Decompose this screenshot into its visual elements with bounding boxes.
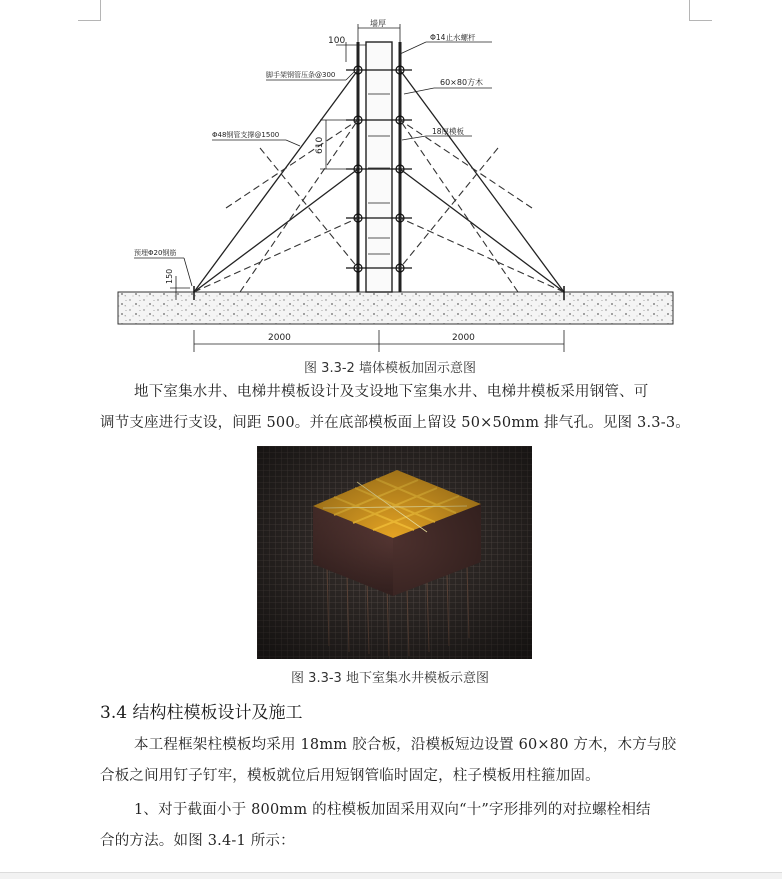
bolt-label: Φ14止水螺杆 (430, 33, 476, 42)
paragraph-2-line-2: 合板之间用钉子钉牢，模板就位后用短钢管临时固定，柱子模板用柱箍加固。 (100, 768, 600, 784)
span-left-label: 2000 (268, 333, 291, 343)
wall-formwork-diagram (100, 18, 690, 356)
dim-150-label: 150 (165, 268, 174, 284)
paragraph-1-line-2: 调节支座进行支设，间距 500。并在底部模板面上留设 50×50mm 排气孔。见图 3.3-3。 (100, 415, 690, 431)
pressure-pipe-label: 脚手架钢管压条@300 (266, 71, 336, 79)
anchor-label: 预埋Φ20钢筋 (134, 249, 177, 257)
page-corner-mark-right (689, 0, 712, 21)
brace-label: Φ48钢管支撑@1500 (212, 131, 280, 139)
figure-caption-3-3-2: 图 3.3-2 墙体模板加固示意图 (304, 361, 476, 376)
figure-caption-3-3-3: 图 3.3-3 地下室集水井模板示意图 (291, 671, 489, 686)
paragraph-3-line-1: 1、对于截面小于 800mm 的柱模板加固采用双向“十”字形排列的对拉螺栓相结 (134, 802, 651, 818)
timber-label: 60×80方木 (440, 78, 484, 87)
paragraph-2-line-1: 本工程框架柱模板均采用 18mm 胶合板，沿模板短边设置 60×80 方木，木方与胶 (134, 737, 677, 753)
wall-thickness-label: 墙厚 (370, 19, 386, 28)
paragraph-3-line-2: 合的方法。如图 3.4-1 所示： (100, 833, 295, 849)
sump-pit-formwork-render (257, 446, 532, 659)
plywood-label: 18厚模板 (432, 127, 465, 136)
span-right-label: 2000 (452, 333, 475, 343)
dim-100-label: 100 (328, 36, 346, 46)
dim-610-label: 610 (315, 136, 325, 154)
section-heading: 3.4 结构柱模板设计及施工 (100, 703, 303, 723)
paragraph-1-line-1: 地下室集水井、电梯井模板设计及支设地下室集水井、电梯井模板采用钢管、可 (134, 384, 649, 400)
concrete-slab (118, 292, 673, 324)
page-corner-mark-left (78, 0, 101, 21)
